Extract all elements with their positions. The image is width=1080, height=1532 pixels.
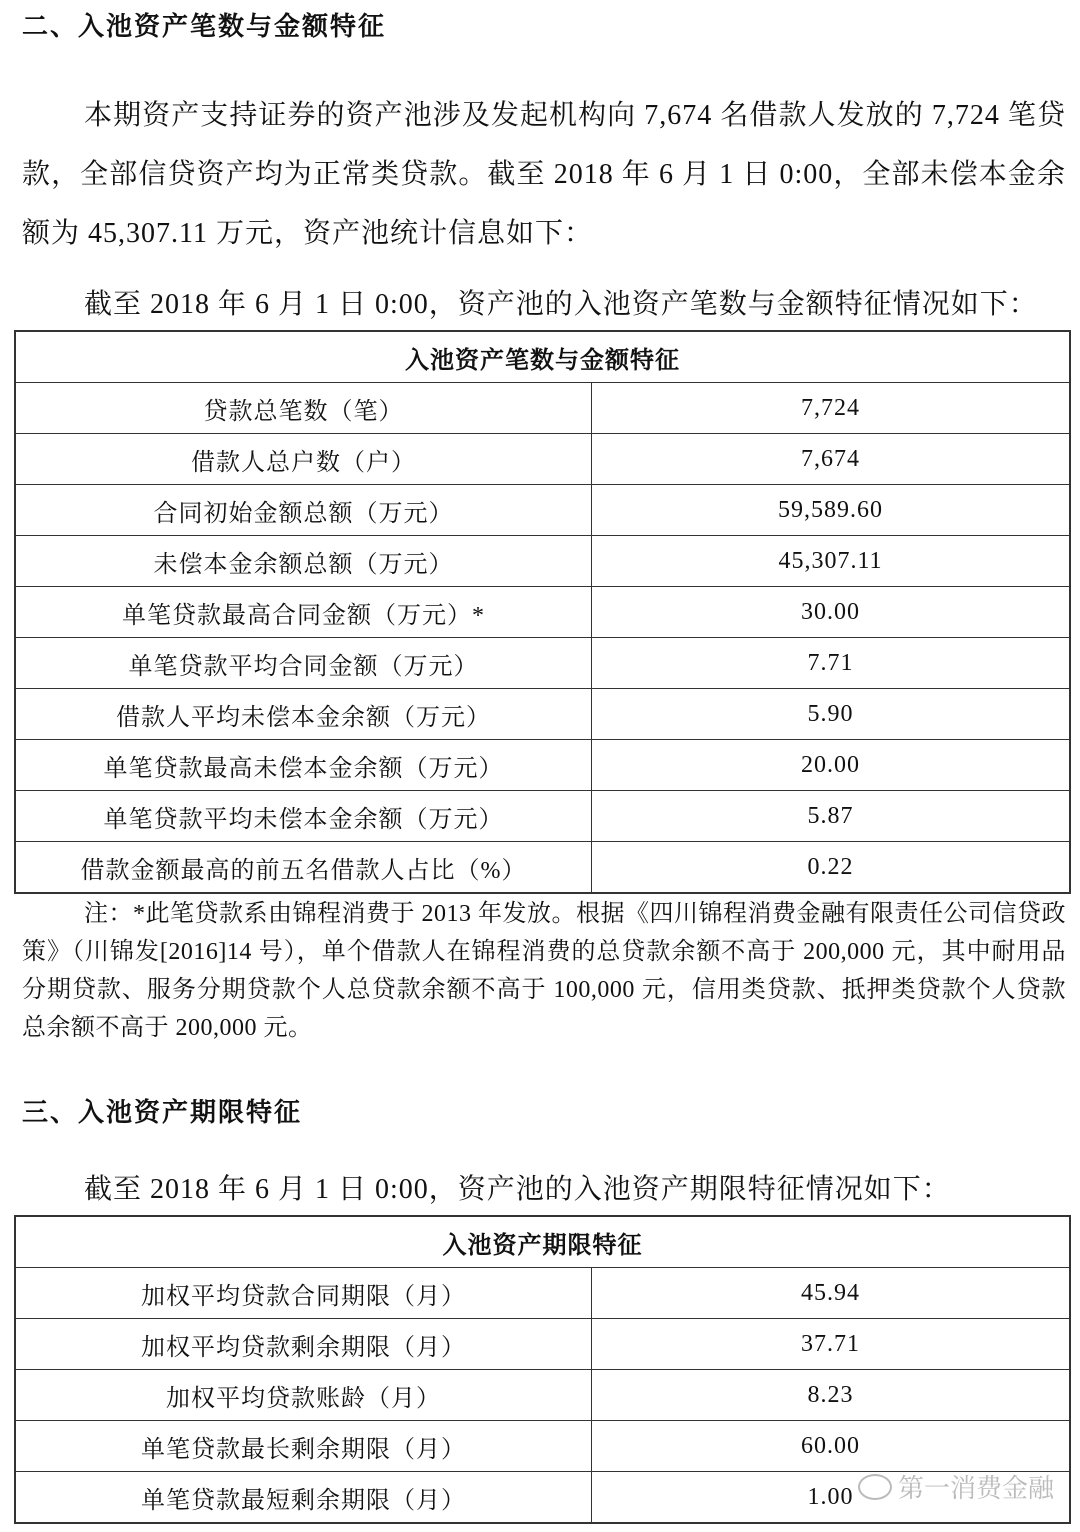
row-value: 45,307.11 [592, 536, 1071, 587]
table-title: 入池资产笔数与金额特征 [15, 331, 1070, 383]
row-label: 单笔贷款最长剩余期限（月） [15, 1421, 592, 1472]
row-value: 0.22 [592, 842, 1071, 894]
watermark-text: 第一消费金融 [898, 1474, 1055, 1504]
row-value: 59,589.60 [592, 485, 1071, 536]
row-label: 单笔贷款最高未偿本金余额（万元） [15, 740, 592, 791]
row-label: 单笔贷款最高合同金额（万元）* [15, 587, 592, 638]
table-row [15, 383, 1070, 434]
row-value: 7,724 [592, 383, 1071, 434]
wechat-icon [858, 1474, 892, 1500]
row-value: 8.23 [592, 1370, 1071, 1421]
row-label: 单笔贷款平均合同金额（万元） [15, 638, 592, 689]
table-row [15, 485, 1070, 536]
row-value: 30.00 [592, 587, 1071, 638]
row-value: 7,674 [592, 434, 1071, 485]
row-value: 20.00 [592, 740, 1071, 791]
row-label: 贷款总笔数（笔） [15, 383, 592, 434]
row-value: 1.00 [592, 1472, 1071, 1524]
section-3-heading: 三、入池资产期限特征 [22, 1098, 303, 1127]
table-row [15, 434, 1070, 485]
table-note: 注：*此笔贷款系由锦程消费于 2013 年发放。根据《四川锦程消费金融有限责任公司信贷政策》（川锦发[2016]14 号），单个借款人在锦程消费的总贷款余额不高于 200,000 元，其中耐用品分期贷款、服务分期贷款个人总贷款余额不高于 100,000 元，信用类贷款、抵押类贷款个人贷款总余额不高于 200,000 元。 [22, 901, 1066, 1041]
row-label: 借款金额最高的前五名借款人占比（%） [15, 842, 592, 894]
table-row [15, 587, 1070, 638]
section-2-intro: 截至 2018 年 6 月 1 日 0:00，资产池的入池资产笔数与金额特征情况如下： [84, 289, 1038, 320]
section-2-heading: 二、入池资产笔数与金额特征 [22, 12, 387, 41]
table-row [15, 689, 1070, 740]
table-row [15, 1370, 1070, 1421]
table-row [15, 536, 1070, 587]
pool-count-amount-table [14, 330, 1071, 894]
row-label: 加权平均贷款剩余期限（月） [15, 1319, 592, 1370]
row-label: 借款人平均未偿本金余额（万元） [15, 689, 592, 740]
table-row [15, 638, 1070, 689]
row-value: 5.87 [592, 791, 1071, 842]
table-row [15, 740, 1070, 791]
row-value: 5.90 [592, 689, 1071, 740]
section-2-paragraph: 本期资产支持证券的资产池涉及发起机构向 7,674 名借款人发放的 7,724 笔贷款，全部信贷资产均为正常类贷款。截至 2018 年 6 月 1 日 0:00，全部未偿本金余额为 45,307.11 万元，资产池统计信息如下： [22, 100, 1066, 249]
row-label: 单笔贷款最短剩余期限（月） [15, 1472, 592, 1524]
row-value: 37.71 [592, 1319, 1071, 1370]
row-label: 未偿本金余额总额（万元） [15, 536, 592, 587]
row-label: 单笔贷款平均未偿本金余额（万元） [15, 791, 592, 842]
watermark [858, 1468, 1054, 1505]
section-3-intro: 截至 2018 年 6 月 1 日 0:00，资产池的入池资产期限特征情况如下： [84, 1174, 951, 1205]
row-value: 60.00 [592, 1421, 1071, 1472]
row-label: 加权平均贷款账龄（月） [15, 1370, 592, 1421]
row-label: 借款人总户数（户） [15, 434, 592, 485]
table-row [15, 842, 1070, 894]
row-label: 合同初始金额总额（万元） [15, 485, 592, 536]
row-value: 45.94 [592, 1268, 1071, 1319]
table-row [15, 1268, 1070, 1319]
table-title: 入池资产期限特征 [15, 1216, 1070, 1268]
table-row [15, 1319, 1070, 1370]
row-label: 加权平均贷款合同期限（月） [15, 1268, 592, 1319]
row-value: 7.71 [592, 638, 1071, 689]
table-row [15, 791, 1070, 842]
table-row [15, 1421, 1070, 1472]
